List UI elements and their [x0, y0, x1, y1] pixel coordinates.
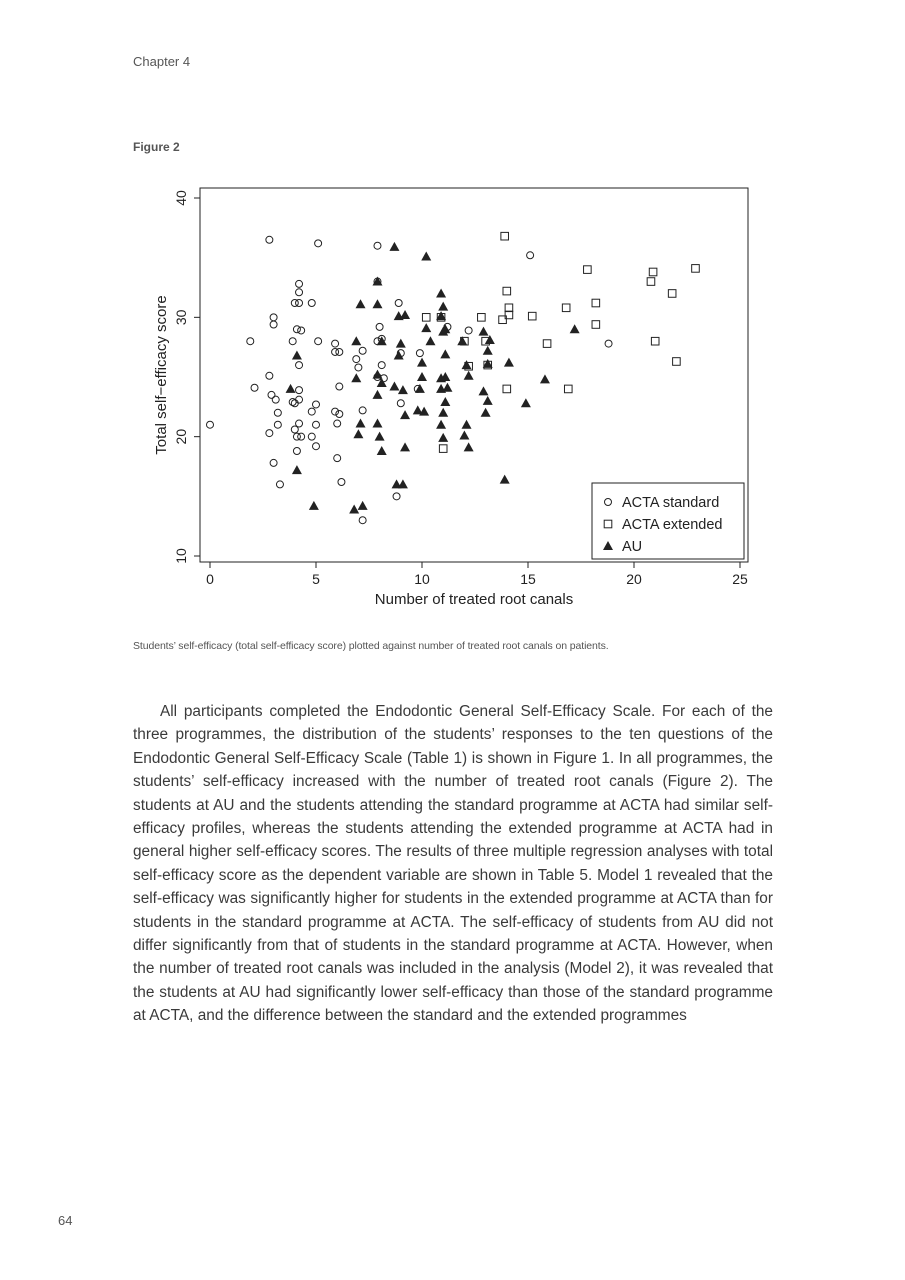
data-point [334, 420, 341, 427]
data-point [527, 252, 534, 259]
data-point [332, 408, 339, 415]
y-tick-label: 30 [173, 309, 189, 326]
data-point [504, 358, 514, 367]
legend-label: AU [622, 539, 643, 555]
data-point [389, 242, 399, 251]
data-point [247, 338, 254, 345]
y-axis-label: Total self−efficacy score [153, 295, 170, 455]
figure-caption: Students’ self-efficacy (total self-efficacy score) plotted against number of treated root canals on patients. [133, 640, 609, 652]
data-point [349, 504, 359, 513]
data-point [649, 268, 657, 276]
data-point [296, 420, 303, 427]
y-tick-label: 10 [173, 548, 189, 564]
running-head: Chapter 4 [133, 54, 191, 69]
data-point [308, 300, 315, 307]
data-point [376, 323, 383, 330]
data-point [398, 479, 408, 488]
x-axis-label: Number of treated root canals [374, 591, 574, 608]
data-point [308, 433, 315, 440]
data-point [651, 337, 659, 345]
data-point [396, 339, 406, 348]
data-point [353, 356, 360, 363]
data-point [266, 236, 273, 243]
data-point [356, 419, 366, 428]
data-point [372, 390, 382, 399]
data-point [377, 446, 387, 455]
data-point [296, 280, 303, 287]
data-point [393, 493, 400, 500]
data-point [334, 455, 341, 462]
data-point [266, 430, 273, 437]
data-point [298, 433, 305, 440]
data-point [483, 346, 493, 355]
data-point [372, 299, 382, 308]
data-point [465, 327, 472, 334]
x-tick-label: 25 [732, 571, 748, 587]
data-point [338, 479, 345, 486]
data-point [416, 350, 423, 357]
data-point [400, 310, 410, 319]
legend [592, 483, 744, 559]
data-point [296, 362, 303, 369]
data-point [289, 338, 296, 345]
data-point [438, 433, 448, 442]
data-point [521, 398, 531, 407]
data-point [296, 387, 303, 394]
data-point [268, 391, 275, 398]
data-point [296, 300, 303, 307]
data-point [442, 383, 452, 392]
data-point [272, 396, 279, 403]
scatter-chart [150, 180, 770, 625]
data-point [358, 501, 368, 510]
data-point [336, 348, 343, 355]
data-point [397, 400, 404, 407]
data-points [207, 232, 700, 523]
data-point [400, 442, 410, 451]
data-point [503, 385, 511, 393]
data-point [315, 338, 322, 345]
data-point [440, 397, 450, 406]
data-point [464, 442, 474, 451]
page-number: 64 [58, 1213, 73, 1228]
data-point [592, 299, 600, 307]
data-point [462, 420, 472, 429]
legend-label: ACTA standard [622, 495, 720, 511]
data-point [372, 419, 382, 428]
data-point [251, 384, 258, 391]
data-point [359, 347, 366, 354]
data-point [605, 340, 612, 347]
data-point [436, 288, 446, 297]
data-point [417, 358, 427, 367]
data-point [351, 373, 361, 382]
data-point [481, 408, 491, 417]
data-point [353, 429, 363, 438]
x-tick-label: 0 [206, 571, 214, 587]
data-point [459, 430, 469, 439]
data-point [359, 517, 366, 524]
data-point [438, 302, 448, 311]
data-point [332, 340, 339, 347]
data-point [647, 278, 655, 286]
data-point [668, 290, 676, 298]
data-point [478, 314, 486, 322]
data-point [274, 421, 281, 428]
data-point [478, 327, 488, 336]
data-point [464, 371, 474, 380]
data-point [483, 396, 493, 405]
data-point [293, 447, 300, 454]
data-point [266, 372, 273, 379]
data-point [425, 336, 435, 345]
data-point [355, 364, 362, 371]
data-point [421, 251, 431, 260]
legend-label: ACTA extended [622, 517, 723, 533]
data-point [274, 409, 281, 416]
figure-label: Figure 2 [133, 140, 180, 154]
data-point [440, 324, 450, 333]
data-point [315, 240, 322, 247]
data-point [309, 501, 319, 510]
body-paragraph: All participants completed the Endodontic General Self-Efficacy Scale. For each of the three programmes, the distribution of the students’ responses to the ten questions of the Endodontic General Self-Efficacy Scale (Table 1) is shown in Figure 1. In all programmes, the students’ self-efficacy increased with the number of treated root canals (Figure 2). The students at AU and the students attending the standard programme at ACTA had similar self-efficacy profiles, whereas the students attending the extended programme at ACTA had in general higher self-efficacy scores. The results of three multiple regression analyses with total self-efficacy score as the dependent variable are shown in Table 5. Model 1 revealed that the self-efficacy was significantly higher for students in the extended programme at ACTA than for students in the standard programme at ACTA. The self-efficacy of students from AU did not differ significantly from that of students in the standard programme at ACTA. However, when the number of treated root canals was included in the analysis (Model 2), it was revealed that the students at AU had significantly lower self-efficacy than those of the standard programme at ACTA, and the difference between the standard and the extended programmes [133, 703, 773, 1025]
data-point [692, 265, 700, 273]
data-point [270, 314, 277, 321]
data-point [540, 374, 550, 383]
data-point [501, 232, 509, 240]
data-point [422, 314, 430, 322]
data-point [584, 266, 592, 274]
data-point [377, 378, 387, 387]
data-point [356, 299, 366, 308]
data-point [292, 465, 302, 474]
data-point [359, 407, 366, 414]
x-axis [206, 562, 748, 587]
data-point [436, 420, 446, 429]
data-point [296, 289, 303, 296]
data-point [374, 242, 381, 249]
data-point [207, 421, 214, 428]
data-point [500, 475, 510, 484]
y-axis [173, 190, 200, 564]
data-point [439, 445, 447, 453]
data-point [296, 396, 303, 403]
data-point [485, 335, 495, 344]
data-point [351, 336, 361, 345]
data-point [438, 408, 448, 417]
data-point [398, 385, 408, 394]
data-point [293, 326, 300, 333]
data-point [673, 358, 681, 366]
data-point [270, 459, 277, 466]
data-point [395, 300, 402, 307]
data-point [298, 327, 305, 334]
data-point [417, 372, 427, 381]
data-point [421, 323, 431, 332]
y-tick-label: 20 [173, 428, 189, 445]
x-tick-label: 5 [312, 571, 320, 587]
data-point [505, 304, 513, 312]
data-point [592, 321, 600, 329]
data-point [503, 287, 511, 295]
x-tick-label: 15 [520, 571, 536, 587]
data-point [375, 432, 385, 441]
data-point [308, 408, 315, 415]
y-tick-label: 40 [173, 190, 189, 206]
data-point [313, 421, 320, 428]
data-point [313, 443, 320, 450]
data-point [286, 384, 296, 393]
data-point [336, 410, 343, 417]
data-point [400, 410, 410, 419]
data-point [394, 351, 404, 360]
data-point [528, 312, 536, 320]
data-point [543, 340, 551, 348]
data-point [462, 360, 472, 369]
data-point [440, 349, 450, 358]
data-point [478, 386, 488, 395]
data-point [562, 304, 570, 312]
data-point [378, 362, 385, 369]
data-point [313, 401, 320, 408]
data-point [372, 370, 382, 379]
data-point [292, 351, 302, 360]
x-tick-label: 20 [626, 571, 642, 587]
data-point [564, 385, 572, 393]
data-point [270, 321, 277, 328]
data-point [276, 481, 283, 488]
x-tick-label: 10 [414, 571, 430, 587]
data-point [291, 400, 298, 407]
data-point [570, 324, 580, 333]
data-point [389, 382, 399, 391]
data-point [336, 383, 343, 390]
